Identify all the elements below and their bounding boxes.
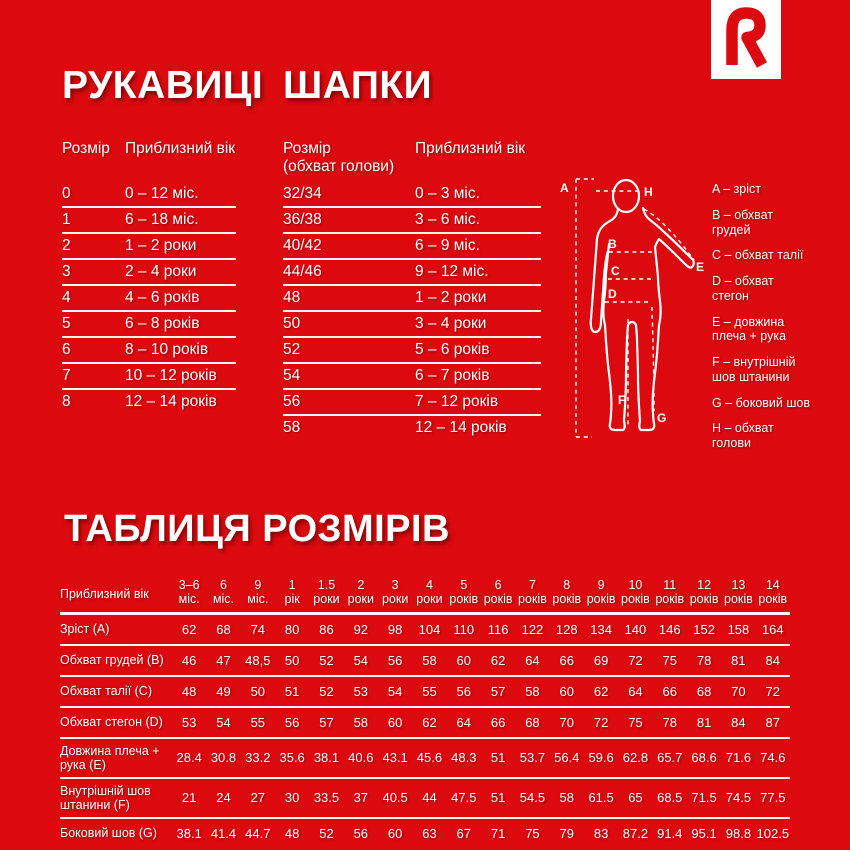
- value-cell: 43.1: [382, 750, 408, 766]
- age-column-header: [241, 576, 275, 613]
- value-cell: 158: [727, 621, 750, 637]
- value-cell: 86: [319, 621, 334, 637]
- value-cell: 102.5: [756, 825, 790, 841]
- size-cell: 0: [62, 185, 71, 203]
- age-unit: роки: [347, 592, 374, 607]
- table-row: [62, 259, 236, 285]
- table-row: [62, 207, 236, 233]
- value-cell: 57: [490, 683, 506, 699]
- age-unit: років: [724, 592, 753, 607]
- table-row: [62, 363, 236, 389]
- value-cell: 80: [284, 621, 300, 637]
- table-row: [60, 818, 790, 848]
- value-cell: 38.1: [176, 825, 202, 841]
- size-cell: 44/46: [283, 263, 322, 281]
- value-cell: 110: [453, 621, 475, 637]
- value-cell: 146: [658, 621, 681, 637]
- value-cell: 68: [696, 683, 712, 699]
- value-cell: 64: [456, 714, 472, 730]
- size-table-title: ТАБЛИЦЯ РОЗМІРІВ: [64, 508, 450, 550]
- value-cell: 61.5: [588, 790, 614, 806]
- value-cell: 65: [628, 790, 643, 806]
- value-cell: 91.4: [657, 825, 683, 841]
- legend-item: B – обхват грудей: [712, 207, 774, 237]
- row-label: Обхват талії (C): [60, 684, 152, 699]
- value-cell: 62: [593, 683, 609, 699]
- value-cell: 48: [284, 825, 300, 841]
- age-number: 2: [357, 578, 365, 592]
- age-cell: 8 – 10 років: [125, 341, 209, 359]
- row-label: Внутрішній шов штанини (F): [60, 783, 151, 812]
- value-cell: 40.5: [382, 790, 408, 806]
- age-unit: років: [552, 592, 582, 607]
- value-cell: 62.8: [622, 750, 649, 766]
- age-cell: 6 – 8 років: [125, 315, 200, 333]
- value-cell: 98.8: [725, 825, 752, 841]
- value-cell: 81: [731, 652, 746, 668]
- age-cell: 6 – 7 років: [415, 367, 490, 385]
- value-cell: 69: [593, 652, 609, 668]
- row-label: Довжина плеча + рука (E): [60, 743, 160, 772]
- value-cell: 71.5: [691, 790, 717, 806]
- main-size-table: [60, 576, 790, 848]
- label-d: D: [608, 287, 617, 301]
- value-cell: 62: [422, 714, 437, 730]
- size-cell: 32/34: [283, 185, 322, 203]
- value-cell: 53.7: [519, 750, 546, 766]
- hats-col-size-line2: (обхват голови): [283, 157, 395, 175]
- age-number: 5: [460, 578, 468, 592]
- label-e: E: [696, 260, 705, 274]
- value-cell: 37: [353, 790, 369, 806]
- size-cell: 2: [62, 237, 71, 255]
- value-cell: 78: [662, 714, 677, 730]
- value-cell: 62: [490, 652, 506, 668]
- value-cell: 44.7: [245, 825, 271, 841]
- value-cell: 87: [765, 714, 781, 730]
- body-silhouette: [591, 208, 694, 430]
- size-cell: 40/42: [283, 237, 322, 255]
- value-cell: 48.3: [451, 750, 477, 766]
- age-number: 9: [254, 578, 262, 592]
- mittens-size-table: [62, 138, 236, 414]
- value-cell: 47.5: [451, 790, 477, 806]
- body-measurement-diagram: [556, 166, 706, 448]
- value-cell: 140: [624, 621, 647, 637]
- age-cell: 4 – 6 років: [125, 289, 200, 307]
- age-unit: міс.: [212, 592, 235, 607]
- value-cell: 50: [250, 683, 266, 699]
- age-column-header: [550, 576, 584, 613]
- value-cell: 49: [216, 683, 231, 699]
- label-c: C: [611, 264, 620, 278]
- size-cell: 1: [62, 211, 71, 229]
- value-cell: 52: [319, 683, 334, 699]
- value-cell: 70: [559, 714, 574, 730]
- value-cell: 56: [353, 825, 369, 841]
- age-column-header: [687, 576, 721, 613]
- value-cell: 45.6: [416, 750, 443, 766]
- label-b: B: [608, 237, 617, 251]
- age-column-header: [721, 576, 755, 613]
- value-cell: 58: [422, 652, 437, 668]
- value-cell: 134: [590, 621, 612, 637]
- age-unit: рік: [284, 592, 300, 607]
- value-cell: 30: [284, 790, 300, 806]
- value-cell: 152: [693, 621, 715, 637]
- table-row: [283, 182, 541, 207]
- age-column-header: [309, 576, 343, 613]
- age-column-header: [412, 576, 446, 613]
- value-cell: 74.5: [725, 790, 752, 806]
- value-cell: 72: [593, 714, 609, 730]
- hats-col-age: Приблизний вік: [415, 140, 526, 157]
- value-cell: 48,5: [245, 652, 271, 668]
- value-cell: 72: [765, 683, 781, 699]
- value-cell: 66: [559, 652, 574, 668]
- legend-item: F – внутрішній шов штанини: [712, 355, 796, 384]
- age-cell: 12 – 14 років: [415, 419, 507, 437]
- table-row: [283, 415, 541, 440]
- value-cell: 60: [456, 652, 472, 668]
- value-cell: 74.6: [760, 750, 786, 766]
- age-unit: міс.: [178, 592, 200, 607]
- age-unit: роки: [381, 592, 409, 607]
- table-row: [283, 311, 541, 337]
- value-cell: 62: [181, 621, 197, 637]
- value-cell: 41.4: [210, 825, 237, 841]
- table-row: [283, 207, 541, 233]
- table-row: [283, 233, 541, 259]
- age-unit: років: [689, 592, 719, 607]
- age-unit: міс.: [247, 592, 269, 607]
- value-cell: 52: [319, 825, 334, 841]
- value-cell: 52: [319, 652, 334, 668]
- value-cell: 81: [696, 714, 712, 730]
- age-number: 9: [597, 578, 605, 592]
- age-column-header: [756, 576, 790, 613]
- value-cell: 71: [490, 825, 506, 841]
- value-cell: 60: [559, 683, 574, 699]
- value-cell: 74: [250, 621, 266, 637]
- value-cell: 95.1: [691, 825, 717, 841]
- size-cell: 48: [283, 289, 301, 307]
- value-cell: 35.6: [279, 750, 305, 766]
- figure-head: [613, 180, 639, 212]
- value-cell: 53: [181, 714, 197, 730]
- age-column-header: [275, 576, 309, 613]
- row-label: Обхват грудей (B): [60, 653, 164, 668]
- age-column-header: [515, 576, 549, 613]
- age-cell: 3 – 6 міс.: [415, 211, 480, 229]
- value-cell: 56: [456, 683, 472, 699]
- size-cell: 5: [62, 315, 71, 333]
- value-cell: 68.6: [691, 750, 717, 766]
- value-cell: 122: [521, 621, 544, 637]
- age-number: 6: [220, 578, 227, 592]
- value-cell: 83: [593, 825, 609, 841]
- value-cell: 60: [387, 714, 403, 730]
- value-cell: 66: [490, 714, 506, 730]
- age-number: 7: [528, 578, 536, 592]
- value-cell: 54: [353, 652, 369, 668]
- table-row: [62, 389, 236, 414]
- table-row: [283, 259, 541, 285]
- brand-logo: [711, 0, 781, 79]
- value-cell: 27: [250, 790, 266, 806]
- measurement-legend: [712, 182, 814, 462]
- value-cell: 38.1: [313, 750, 340, 766]
- age-cell: 5 – 6 років: [415, 341, 490, 359]
- age-unit: роки: [416, 592, 443, 607]
- value-cell: 58: [525, 683, 540, 699]
- age-column-header: [481, 576, 515, 613]
- age-unit: років: [621, 592, 650, 607]
- value-cell: 92: [353, 621, 369, 637]
- size-cell: 50: [283, 315, 301, 333]
- age-cell: 10 – 12 років: [125, 367, 217, 385]
- legend-item: G – боковий шов: [712, 395, 810, 410]
- legend-item: A – зріст: [712, 182, 761, 196]
- age-cell: 12 – 14 років: [125, 393, 217, 411]
- value-cell: 54: [387, 683, 403, 699]
- value-cell: 50: [284, 652, 300, 668]
- value-cell: 24: [216, 790, 231, 806]
- age-number: 3–6: [178, 578, 200, 592]
- age-column-header: [172, 576, 206, 613]
- value-cell: 46: [181, 652, 197, 668]
- value-cell: 104: [418, 621, 441, 637]
- value-cell: 60: [387, 825, 403, 841]
- reserved-r-icon: [711, 0, 781, 79]
- value-cell: 75: [628, 714, 643, 730]
- age-number: 11: [663, 578, 677, 592]
- size-cell: 4: [62, 289, 71, 307]
- age-cell: 1 – 2 роки: [415, 289, 487, 307]
- size-cell: 58: [283, 419, 301, 437]
- value-cell: 57: [319, 714, 334, 730]
- table-row: [62, 285, 236, 311]
- value-cell: 63: [422, 825, 437, 841]
- value-cell: 33.5: [313, 790, 340, 806]
- age-cell: 2 – 4 роки: [125, 263, 197, 281]
- age-column-header: [653, 576, 687, 613]
- value-cell: 128: [555, 621, 578, 637]
- age-column-header: [206, 576, 240, 613]
- table-row: [283, 363, 541, 389]
- table-row: [60, 738, 790, 778]
- table-row: [60, 707, 790, 738]
- age-cell: 7 – 12 років: [415, 393, 499, 411]
- value-cell: 84: [731, 714, 746, 730]
- age-number: 12: [697, 578, 712, 592]
- legend-item: E – довжина плеча + рука: [712, 314, 787, 344]
- age-cell: 3 – 4 роки: [415, 315, 487, 333]
- age-column-header: [584, 576, 618, 613]
- age-unit: років: [758, 592, 788, 607]
- row-label: Зріст (A): [60, 622, 110, 637]
- mittens-col-size: Розмір: [62, 140, 110, 157]
- value-cell: 59.6: [588, 750, 614, 766]
- table-row: [60, 645, 790, 676]
- row-label: Боковий шов (G): [60, 826, 157, 841]
- age-number: 6: [494, 578, 502, 592]
- age-cell: 1 – 2 роки: [125, 237, 197, 255]
- age-cell: 0 – 12 міс.: [125, 185, 199, 203]
- age-number: 13: [731, 578, 746, 592]
- value-cell: 54: [216, 714, 231, 730]
- value-cell: 68: [525, 714, 540, 730]
- table-row: [283, 337, 541, 363]
- value-cell: 67: [456, 825, 472, 841]
- age-cell: 6 – 9 міс.: [415, 237, 480, 255]
- value-cell: 54.5: [519, 790, 546, 806]
- value-cell: 64: [525, 652, 540, 668]
- size-cell: 8: [62, 393, 71, 411]
- age-number: 1: [288, 578, 296, 592]
- value-cell: 77.5: [760, 790, 786, 806]
- value-cell: 47: [216, 652, 231, 668]
- value-cell: 55: [422, 683, 437, 699]
- table-row: [62, 311, 236, 337]
- age-number: 4: [425, 578, 433, 592]
- value-cell: 64: [628, 683, 643, 699]
- value-cell: 164: [761, 621, 784, 637]
- value-cell: 48: [181, 683, 197, 699]
- age-column-header: [618, 576, 652, 613]
- value-cell: 87.2: [622, 825, 649, 841]
- mittens-title: РУКАВИЦІ: [62, 64, 264, 107]
- label-f: F: [618, 393, 626, 407]
- value-cell: 51: [284, 683, 300, 699]
- value-cell: 56: [387, 652, 403, 668]
- value-cell: 44: [422, 790, 437, 806]
- label-g: G: [657, 411, 667, 425]
- mittens-col-age: Приблизний вік: [125, 140, 236, 157]
- value-cell: 71.6: [725, 750, 752, 766]
- size-cell: 54: [283, 367, 301, 385]
- hats-title: ШАПКИ: [283, 64, 433, 107]
- legend-item: C – обхват талії: [712, 248, 804, 263]
- hats-col-size-line1: Розмір: [283, 140, 331, 157]
- value-cell: 75: [662, 652, 677, 668]
- age-unit: років: [586, 592, 616, 607]
- age-number: 1.5: [317, 578, 336, 592]
- age-unit: років: [449, 592, 479, 607]
- age-number: 3: [391, 578, 399, 592]
- value-cell: 30.8: [210, 750, 237, 766]
- age-cell: 6 – 18 міс.: [125, 211, 199, 229]
- value-cell: 65.7: [657, 750, 683, 766]
- legend-item: D – обхват стегон: [712, 274, 774, 303]
- value-cell: 58: [353, 714, 369, 730]
- age-number: 8: [563, 578, 571, 592]
- size-cell: 36/38: [283, 211, 322, 229]
- value-cell: 98: [387, 621, 403, 637]
- row-label: Обхват стегон (D): [60, 715, 163, 730]
- age-column-header: [378, 576, 412, 613]
- value-cell: 56.4: [554, 750, 580, 766]
- value-cell: 75: [525, 825, 540, 841]
- size-cell: 56: [283, 393, 301, 411]
- table-row: [60, 778, 790, 818]
- table-row: [62, 233, 236, 259]
- age-column-header: [344, 576, 378, 613]
- age-cell: 0 – 3 міс.: [415, 185, 480, 203]
- value-cell: 66: [662, 683, 677, 699]
- age-number: 14: [765, 578, 780, 592]
- value-cell: 72: [628, 652, 643, 668]
- value-cell: 84: [765, 652, 781, 668]
- age-column-header: [447, 576, 481, 613]
- value-cell: 51: [490, 750, 506, 766]
- table-row: [283, 389, 541, 415]
- legend-item: H – обхват голови: [712, 421, 774, 450]
- hats-col-size: [283, 138, 415, 182]
- value-cell: 33.2: [245, 750, 271, 766]
- value-cell: 79: [559, 825, 574, 841]
- age-header-label: Приблизний вік: [60, 586, 149, 601]
- table-row: [60, 613, 790, 645]
- age-unit: років: [655, 592, 685, 607]
- value-cell: 58: [559, 790, 574, 806]
- age-unit: роки: [313, 592, 340, 607]
- value-cell: 21: [181, 790, 197, 806]
- value-cell: 56: [284, 714, 300, 730]
- size-cell: 6: [62, 341, 71, 359]
- age-unit: років: [518, 592, 547, 607]
- size-cell: 7: [62, 367, 71, 385]
- table-row: [283, 285, 541, 311]
- table-row: [62, 182, 236, 207]
- value-cell: 78: [696, 652, 712, 668]
- value-cell: 68: [216, 621, 231, 637]
- value-cell: 55: [250, 714, 266, 730]
- label-a: A: [560, 181, 569, 195]
- size-cell: 3: [62, 263, 71, 281]
- value-cell: 51: [490, 790, 506, 806]
- age-unit: років: [483, 592, 513, 607]
- value-cell: 28.4: [176, 750, 202, 766]
- value-cell: 70: [731, 683, 746, 699]
- value-cell: 116: [487, 621, 509, 637]
- value-cell: 53: [353, 683, 369, 699]
- table-row: [62, 337, 236, 363]
- table-row: [60, 676, 790, 707]
- hats-size-table: [283, 138, 541, 440]
- value-cell: 68.5: [657, 790, 683, 806]
- age-number: 10: [628, 578, 643, 592]
- size-cell: 52: [283, 341, 301, 359]
- label-h: H: [644, 185, 653, 199]
- age-cell: 9 – 12 міс.: [415, 263, 489, 281]
- value-cell: 40.6: [348, 750, 374, 766]
